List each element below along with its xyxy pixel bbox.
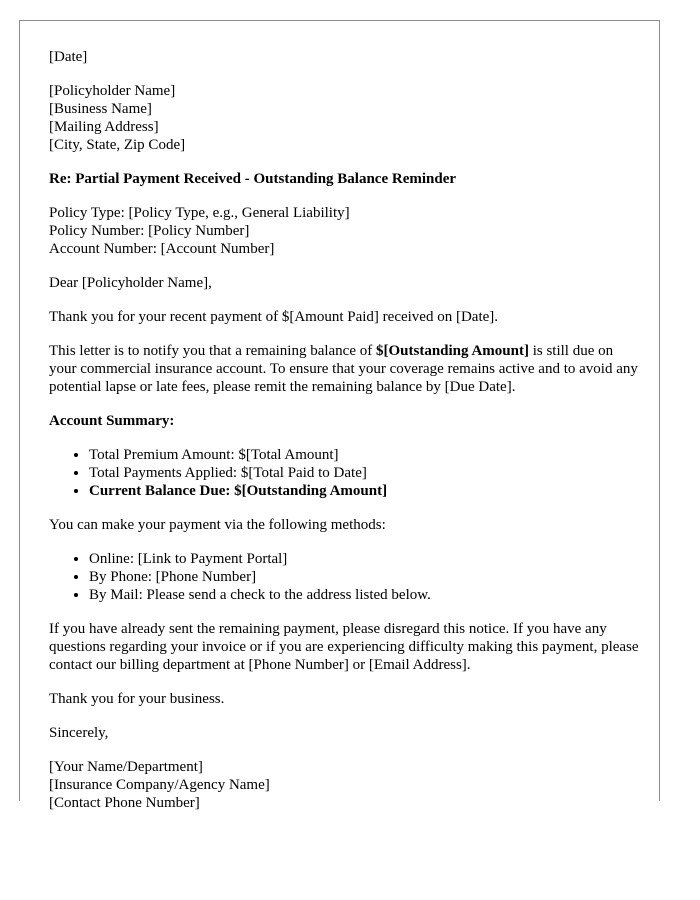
recipient-address	[49, 82, 639, 154]
notice-text-before: This letter is to notify you that a remaining balance of	[49, 343, 376, 359]
account-number: Account Number: [Account Number]	[49, 241, 275, 257]
recipient-business: [Business Name]	[49, 101, 152, 117]
letter-date: [Date]	[49, 49, 88, 65]
signature-name: [Your Name/Department]	[49, 759, 203, 775]
signature-company: [Insurance Company/Agency Name]	[49, 777, 270, 793]
thanks-business: Thank you for your business.	[49, 691, 225, 707]
payment-methods-intro: You can make your payment via the following methods:	[49, 517, 386, 533]
letter-page	[19, 20, 660, 811]
letter-subject: Re: Partial Payment Received - Outstanding Balance Reminder	[49, 171, 457, 187]
thanks-payment-paragraph: Thank you for your recent payment of $[Amount Paid] received on [Date].	[49, 309, 499, 325]
method-phone: • By Phone: [Phone Number]	[89, 568, 639, 586]
outstanding-amount: $[Outstanding Amount]	[376, 343, 529, 359]
signature-contact: [Contact Phone Number]	[49, 795, 200, 811]
method-mail: • By Mail: Please send a check to the address listed below.	[89, 586, 639, 604]
letter-content	[49, 48, 639, 828]
greeting: Dear [Policyholder Name],	[49, 275, 212, 291]
notice-paragraph	[49, 342, 639, 396]
summary-current-balance: • Current Balance Due: $[Outstanding Amount]	[89, 482, 639, 500]
date-line	[49, 48, 639, 66]
policy-number: Policy Number: [Policy Number]	[49, 223, 250, 239]
disregard-paragraph: If you have already sent the remaining payment, please disregard this notice. If you have any questions regarding your invoice or if you are experiencing difficulty making this payment, please contact our billing department at [Phone Number] or [Email Address].	[49, 621, 639, 673]
subject-line	[49, 170, 639, 188]
policy-type: Policy Type: [Policy Type, e.g., General Liability]	[49, 205, 350, 221]
notice-text-after: is still due on your commercial insurance account. To ensure that your coverage remains active and to avoid any potential lapse or late fees, please remit the remaining balance by [Due Date].	[49, 343, 638, 395]
recipient-city-state-zip: [City, State, Zip Code]	[49, 137, 186, 153]
account-summary-list	[49, 446, 639, 500]
closing: Sincerely,	[49, 725, 109, 741]
recipient-name: [Policyholder Name]	[49, 83, 176, 99]
recipient-mailing-address: [Mailing Address]	[49, 119, 159, 135]
policy-details	[49, 204, 639, 258]
summary-total-premium: • Total Premium Amount: $[Total Amount]	[89, 446, 639, 464]
summary-total-payments: • Total Payments Applied: $[Total Paid to Date]	[89, 464, 639, 482]
account-summary-heading: Account Summary:	[49, 413, 175, 429]
payment-methods-list	[49, 550, 639, 604]
signature-block	[49, 758, 639, 812]
method-online: • Online: [Link to Payment Portal]	[89, 550, 639, 568]
